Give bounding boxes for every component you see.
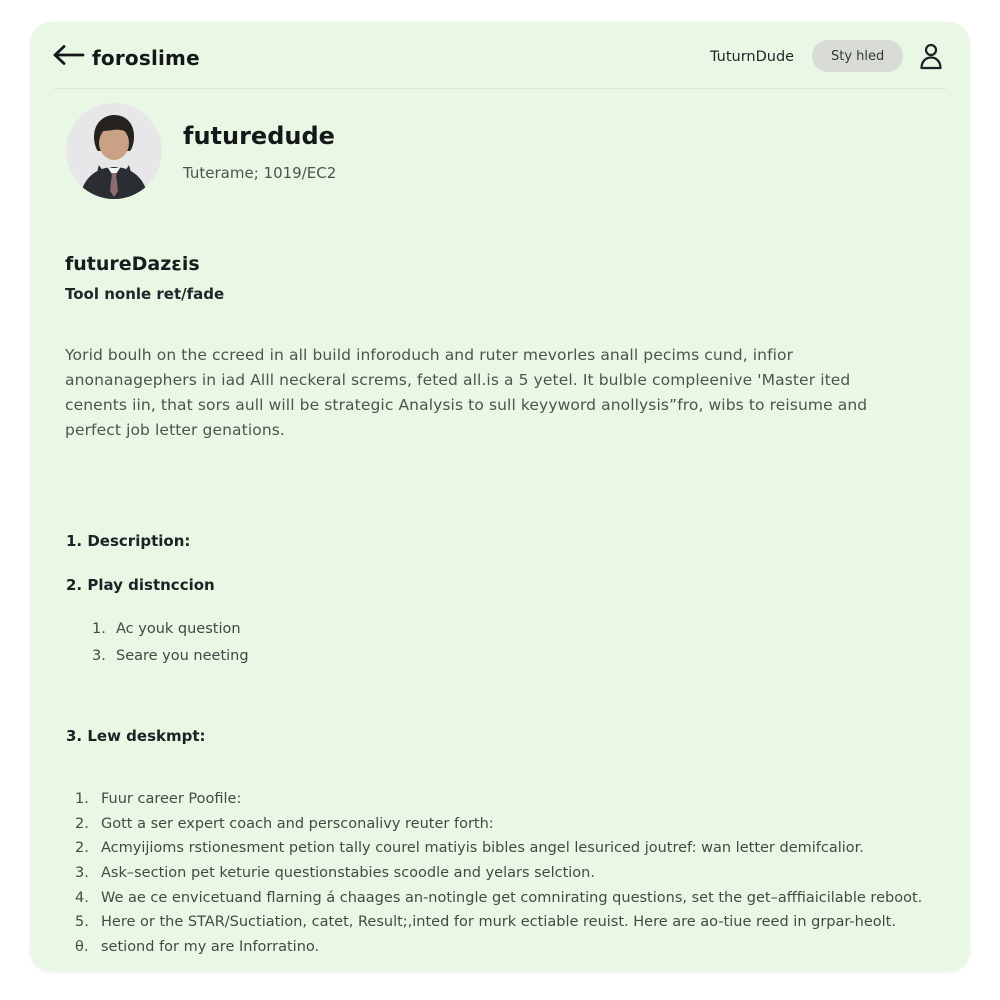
step-row — [75, 890, 935, 915]
step-text: Fuur career Poofile: — [101, 791, 242, 807]
account-button[interactable] — [918, 42, 944, 70]
section-heading-play: 2. Play distnccion — [66, 576, 215, 594]
section-heading-lew: 3. Lew deskmpt: — [66, 727, 206, 745]
list-item — [92, 648, 249, 664]
step-text: Ask–section pet keturie questionstabies scoodle and yelars selction. — [101, 865, 595, 882]
about-paragraph: Yorid boulh on the ccreed in all build inforoduch and ruter mevorles anall pecims cund, infior anonanagephers in iad Alll neckeral screms, feted all.is a 5 yetel. It bulble compleenive 'Master ited cenents iin, that sors aull will be strategic Analysis to sull keyyword anollysis”fro, wibs to reisume and perfect job letter genations. — [65, 346, 868, 439]
about-heading: futureDazεis — [65, 253, 200, 275]
arrow-left-icon — [52, 44, 86, 70]
step-marker: θ. — [75, 939, 89, 956]
step-marker: 4. — [75, 889, 89, 906]
step-row — [75, 939, 935, 964]
profile-subtitle: Tuterame; 1019/EC2 — [183, 164, 337, 182]
header-user-label: TuturnDude — [710, 49, 795, 65]
step-marker: 2. — [75, 840, 89, 857]
step-text: Gott a ser expert coach and persconalivy reuter forth: — [101, 815, 494, 832]
step-text: Here or the STAR/Suctiation, catet, Result;,inted for murk ectiable reuist. Here are ao-tiue reed in grpar-heolt. — [101, 914, 896, 931]
step-marker: 5. — [75, 914, 89, 931]
step-text: setiond for my are Inforratino. — [101, 939, 320, 956]
back-button[interactable] — [52, 42, 88, 72]
main-card — [30, 22, 970, 972]
step-row — [75, 865, 935, 890]
list-item-text: Ac youk question — [116, 621, 241, 637]
header-divider — [54, 88, 946, 89]
app-title: foroslime — [92, 46, 200, 70]
person-icon — [918, 55, 944, 74]
header-pill-button[interactable]: Sty hled — [812, 40, 903, 72]
list-marker: 1. — [92, 621, 106, 637]
list-item — [92, 621, 241, 637]
step-row — [75, 791, 935, 816]
list-marker: 3. — [92, 648, 106, 664]
step-marker: 2. — [75, 815, 89, 832]
step-row — [75, 816, 935, 841]
step-marker: 1. — [75, 791, 89, 807]
profile-name: futuredude — [183, 122, 335, 150]
step-text: We ae ce envicetuand flarning á chaages an-notingle get comnirating questions, set the get–afffiaicilable reboot. — [101, 889, 923, 906]
section-heading-description: 1. Description: — [66, 532, 191, 550]
step-text: Acmyijioms rstionesment petion tally courel matiyis bibles angel lesuriced joutref: wan letter demifcalior. — [101, 840, 864, 857]
avatar — [66, 103, 162, 199]
step-row — [75, 840, 935, 865]
step-marker: 3. — [75, 865, 89, 882]
about-subheading: Tool nonle ret/fade — [65, 285, 225, 303]
step-row — [75, 914, 935, 939]
steps-list — [75, 791, 935, 964]
list-item-text: Seare you neeting — [116, 648, 249, 664]
